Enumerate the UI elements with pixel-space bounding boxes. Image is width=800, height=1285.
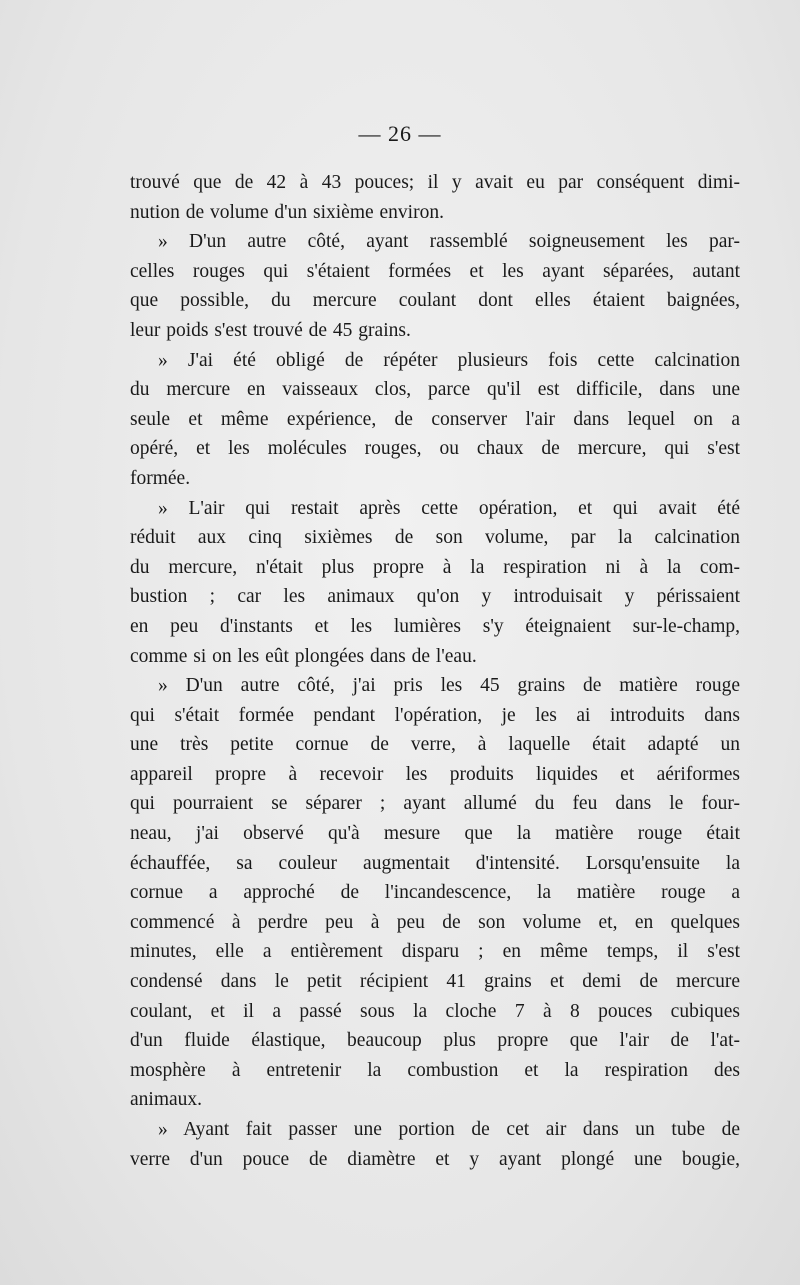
text-line: mosphère à entretenir la combustion et la respiration des: [130, 1059, 740, 1081]
text-line: échauffée, sa couleur augmentait d'intensité. Lorsqu'ensuite la: [130, 852, 740, 874]
text-line: » Ayant fait passer une portion de cet air dans un tube de: [158, 1119, 740, 1140]
text-line: comme si on les eût plongées dans de l'eau.: [130, 645, 477, 667]
text-line: trouvé que de 42 à 43 pouces; il y avait eu par conséquent dimi-: [130, 172, 740, 193]
text-line: d'un fluide élastique, beaucoup plus propre que l'air de l'at-: [130, 1030, 740, 1052]
text-line: une très petite cornue de verre, à laquelle était adapté un: [130, 734, 740, 756]
text-line: » J'ai été obligé de répéter plusieurs fois cette calcination: [158, 349, 740, 371]
text-line: commencé à perdre peu à peu de son volume et, en quelques: [130, 911, 740, 933]
text-line: cornue a approché de l'incandescence, la matière rouge a: [130, 882, 740, 904]
body-text: [130, 168, 740, 1174]
text-line: qui s'était formée pendant l'opération, je les ai introduits dans: [130, 704, 740, 726]
text-line: » L'air qui restait après cette opération, et qui avait été: [158, 497, 740, 519]
text-line: neau, j'ai observé qu'à mesure que la matière rouge était: [130, 823, 740, 845]
text-line: du mercure en vaisseaux clos, parce qu'il est difficile, dans une: [130, 379, 740, 401]
text-line: animaux.: [130, 1089, 203, 1111]
text-line: coulant, et il a passé sous la cloche 7 à 8 pouces cubiques: [130, 1000, 740, 1022]
text-line: qui pourraient se séparer ; ayant allumé du feu dans le four-: [130, 793, 740, 815]
text-line: opéré, et les molécules rouges, ou chaux de mercure, qui s'est: [130, 438, 740, 460]
text-line: » D'un autre côté, ayant rassemblé soigneusement les par-: [158, 231, 740, 253]
text-line: du mercure, n'était plus propre à la respiration ni à la com-: [130, 556, 740, 578]
text-line: appareil propre à recevoir les produits liquides et aériformes: [130, 763, 740, 785]
text-line: leur poids s'est trouvé de 45 grains.: [130, 319, 411, 341]
text-line: » D'un autre côté, j'ai pris les 45 grains de matière rouge: [158, 675, 740, 697]
text-line: condensé dans le petit récipient 41 grains et demi de mercure: [130, 971, 740, 993]
text-line: que possible, du mercure coulant dont elles étaient baignées,: [130, 290, 740, 312]
text-line: formée.: [130, 467, 191, 489]
text-line: minutes, elle a entièrement disparu ; en même temps, il s'est: [130, 941, 740, 963]
page-number: — 26 —: [358, 121, 442, 146]
text-line: nution de volume d'un sixième environ.: [130, 201, 444, 223]
text-line: verre d'un pouce de diamètre et y ayant plongé une bougie,: [130, 1148, 740, 1170]
text-line: seule et même expérience, de conserver l'air dans lequel on a: [130, 408, 740, 430]
text-line: celles rouges qui s'étaient formées et les ayant séparées, autant: [130, 260, 740, 282]
text-line: réduit aux cinq sixièmes de son volume, par la calcination: [130, 527, 740, 549]
text-line: bustion ; car les animaux qu'on y introduisait y périssaient: [130, 586, 740, 608]
text-line: en peu d'instants et les lumières s'y éteignaient sur-le-champ,: [130, 615, 740, 637]
